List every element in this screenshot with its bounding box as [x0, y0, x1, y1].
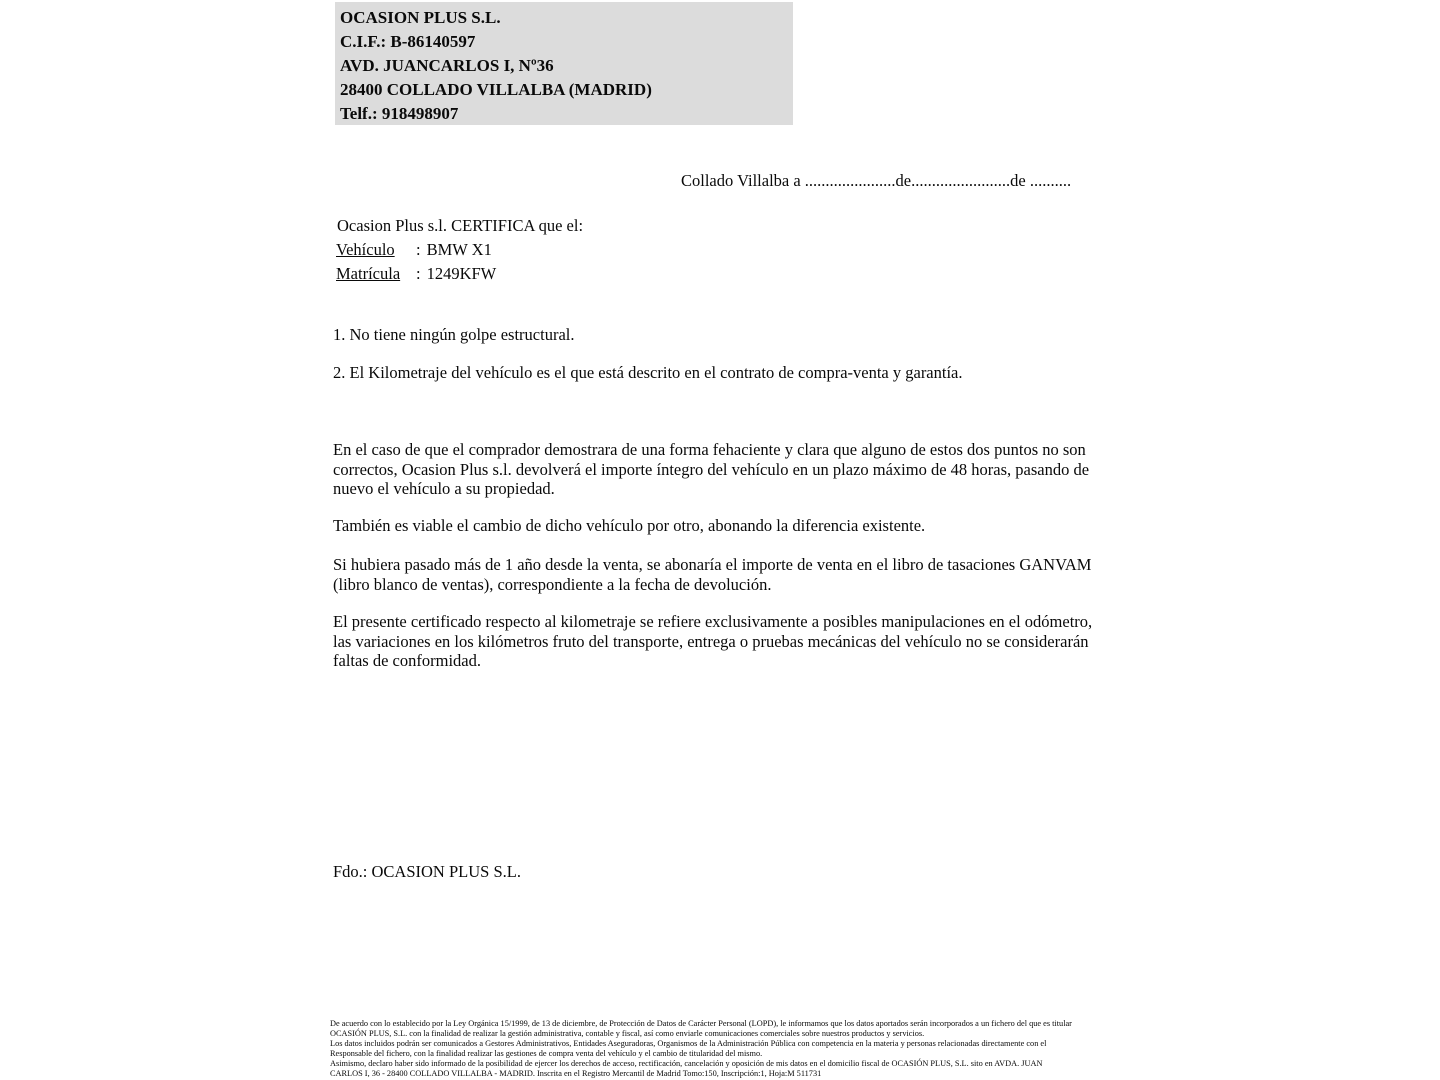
company-header-box	[335, 2, 793, 125]
paragraph-return-policy: En el caso de que el comprador demostrara de una forma fehaciente y clara que alguno de estos dos puntos no son correctos, Ocasion Plus s.l. devolverá el importe íntegro del vehículo en un plazo máximo de 48 horas, pasando de nuevo el vehículo a su propiedad.	[333, 440, 1090, 498]
plate-separator: :	[416, 264, 421, 283]
certificate-intro: Ocasion Plus s.l. CERTIFICA que el:	[337, 216, 584, 235]
legal-footer-line: Asimismo, declaro haber sido informado de la posibilidad de ejercer los derechos de acceso, rectificación, cancelación y oposición de mis datos en el domicilio fiscal de OCASIÓN PLUS, S.L. sito en AVDA. JUAN	[330, 1058, 1043, 1068]
paragraph-odometer-disclaimer: El presente certificado respecto al kilometraje se refiere exclusivamente a posibles manipulaciones en el odómetro, las variaciones en los kilómetros fruto del transporte, entrega o pruebas mecánicas del vehículo no se considerarán faltas de conformidad.	[333, 612, 1093, 670]
company-address: AVD. JUANCARLOS I, Nº36	[340, 56, 554, 75]
vehicle-field-row	[336, 240, 492, 260]
company-cif: C.I.F.: B-86140597	[340, 32, 476, 51]
date-fill-in-line: Collado Villalba a ......................de........................de ..........	[681, 171, 1072, 190]
vehicle-value: BMW X1	[426, 240, 492, 259]
vehicle-label: Vehículo	[336, 240, 395, 259]
plate-value: 1249KFW	[426, 264, 497, 283]
legal-footer-line: OCASIÓN PLUS, S.L. con la finalidad de realizar la gestión administrativa, contable y fiscal, así como enviarle comunicaciones comerciales sobre nuestros productos y servicios.	[330, 1028, 925, 1038]
legal-footer-line: Los datos incluidos podrán ser comunicados a Gestores Administrativos, Entidades Aseguradoras, Organismos de la Administración Pública con competencia en la materia y personas relacionadas directamente con el	[330, 1038, 1047, 1048]
company-city: 28400 COLLADO VILLALBA (MADRID)	[340, 80, 652, 99]
legal-footer-line: Responsable del fichero, con la finalidad realizar las gestiones de compra venta del vehículo y el cambio de titularidad del mismo.	[330, 1048, 763, 1058]
legal-footer	[330, 1019, 1430, 1078]
clause-mileage: 2. El Kilometraje del vehículo es el que está descrito en el contrato de compra-venta y garantía.	[333, 363, 963, 382]
paragraph-exchange-option: También es viable el cambio de dicho vehículo por otro, abonando la diferencia existente.	[333, 516, 926, 535]
clause-structural-damage: 1. No tiene ningún golpe estructural.	[333, 325, 575, 344]
vehicle-separator: :	[416, 240, 421, 259]
company-name: OCASION PLUS S.L.	[340, 8, 501, 27]
legal-footer-line: CARLOS I, 36 - 28400 COLLADO VILLALBA - MADRID. Inscrita en el Registro Mercantil de Madrid Tomo:150, Inscripción:1, Hoja:M 511731	[330, 1068, 822, 1078]
plate-field-row	[336, 264, 496, 284]
company-phone: Telf.: 918498907	[340, 104, 459, 123]
plate-label: Matrícula	[336, 264, 401, 283]
signature-line: Fdo.: OCASION PLUS S.L.	[333, 862, 521, 881]
paragraph-ganvam-valuation: Si hubiera pasado más de 1 año desde la venta, se abonaría el importe de venta en el libro de tasaciones GANVAM (libro blanco de ventas), correspondiente a la fecha de devolución.	[333, 555, 1092, 594]
legal-footer-line: De acuerdo con lo establecido por la Ley Orgánica 15/1999, de 13 de diciembre, de Protección de Datos de Carácter Personal (LOPD), le informamos que los datos aportados serán incorporados a un fichero del que es titular	[330, 1019, 1072, 1028]
